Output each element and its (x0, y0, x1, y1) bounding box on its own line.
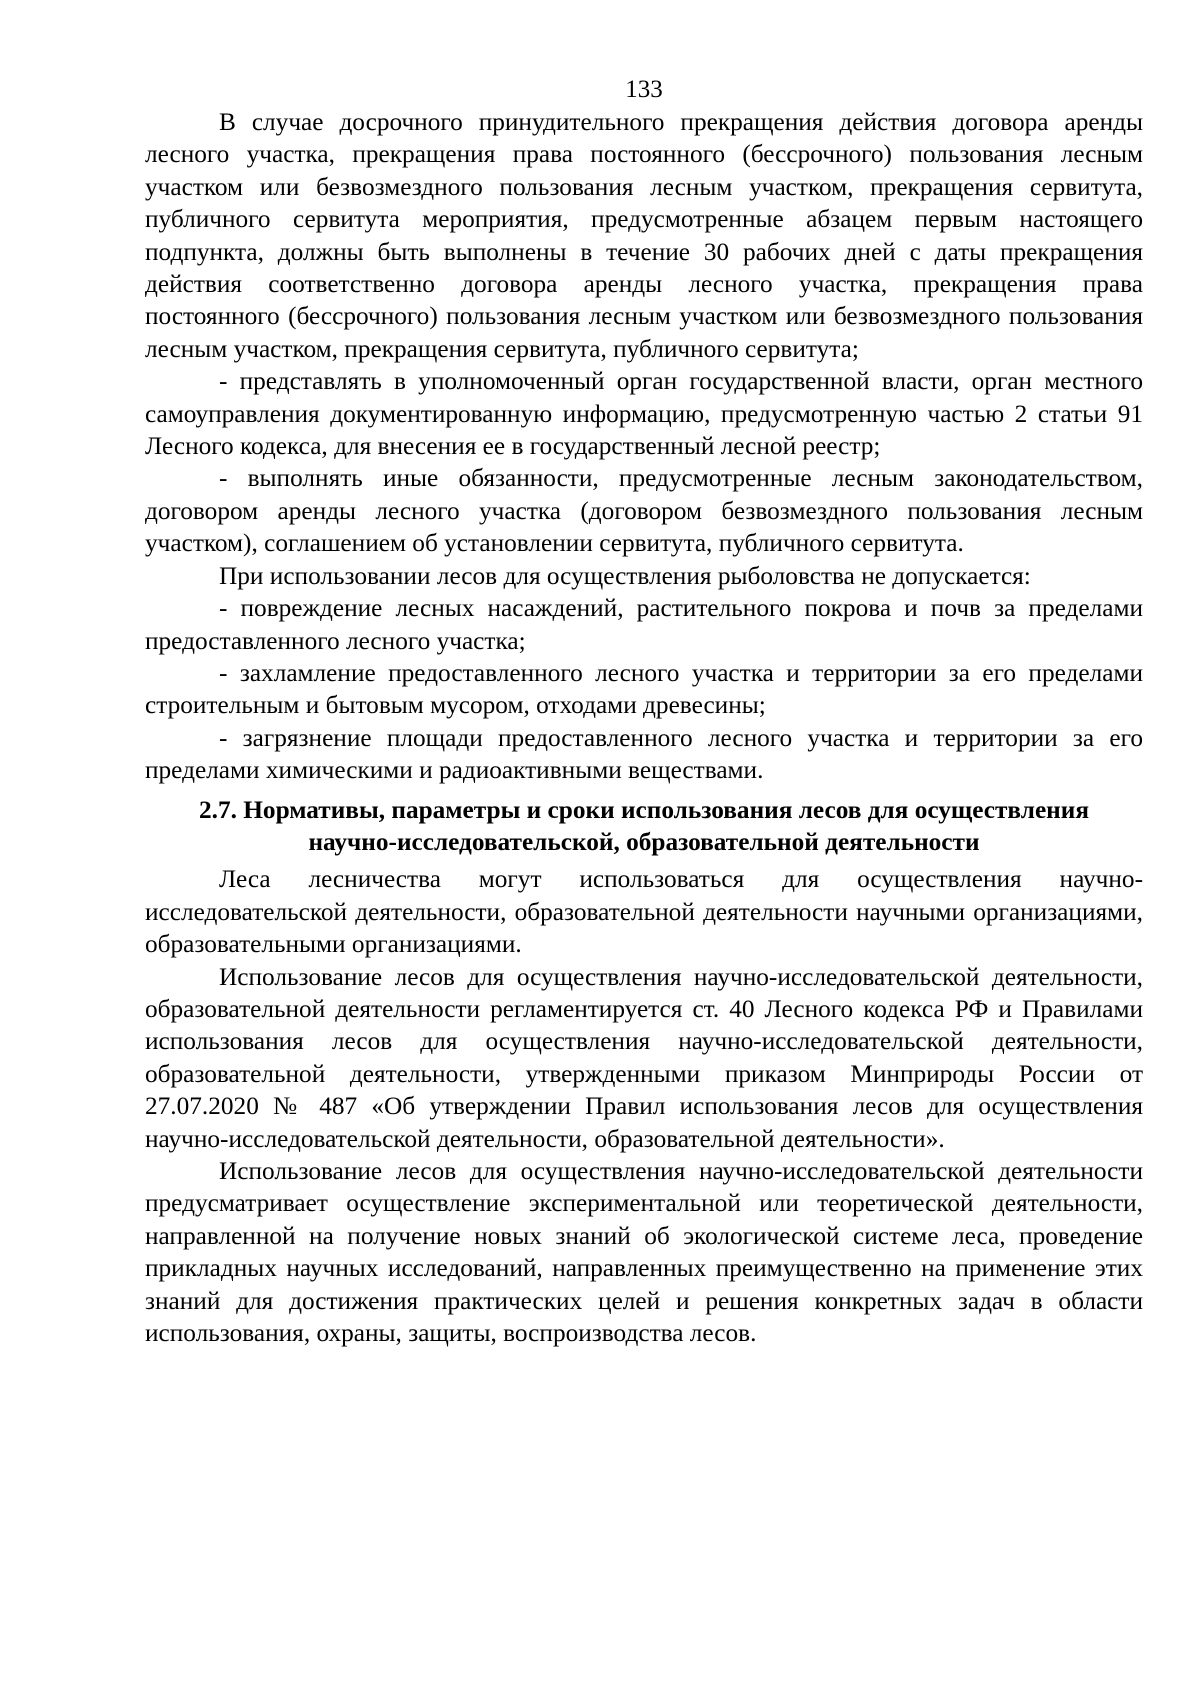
paragraph-other-duties: - выполнять иные обязанности, предусмотренные лесным законодательством, договором аренды лесного участка (договором безвозмездного пользования лесным участком), соглашением об установлении сервитута, публичного сервитута. (145, 464, 1143, 558)
section-heading (145, 794, 1143, 859)
paragraph-regulation: Использование лесов для осуществления научно-исследовательской деятельности, образовательной деятельности регламентируется ст. 40 Лесного кодекса РФ и Правилами использования лесов для осуществления научно-исследовательской деятельности, образовательной деятельности, утвержденными приказом Минприроды России от 27.07.2020 № 487 «Об утверждении Правил использования лесов для осуществления научно-исследовательской деятельности, образовательной деятельности». (145, 962, 1143, 1153)
paragraph-early-termination: В случае досрочного принудительного прекращения действия договора аренды лесного участка, прекращения права постоянного (бессрочного) пользования лесным участком или безвозмездного пользования лесным участком, прекращения сервитута, публичного сервитута мероприятия, предусмотренные абзацем первым настоящего подпункта, должны быть выполнены в течение 30 рабочих дней с даты прекращения действия соответственно договора аренды лесного участка, прекращения права постоянного (бессрочного) пользования лесным участком или безвозмездного пользования лесным участком, прекращения сервитута, публичного сервитута; (145, 108, 1143, 363)
paragraph-report-registry: - представлять в уполномоченный орган государственной власти, орган местного самоуправления документированную информацию, предусмотренную частью 2 статьи 91 Лесного кодекса, для внесения ее в государственный лесной реестр; (145, 367, 1143, 461)
page-number: 133 (625, 76, 663, 103)
section-heading-line1: 2.7. Нормативы, параметры и сроки использования лесов для осуществления (198, 795, 1090, 824)
document-page (145, 74, 1143, 1349)
section-heading-line2: научно-исследовательской, образовательной деятельности (308, 827, 980, 856)
list-item-damage: - повреждение лесных насаждений, растительного покрова и почв за пределами предоставленного лесного участка; (145, 594, 1143, 655)
paragraph-research-use: Леса лесничества могут использоваться для осуществления научно-исследовательской деятельности, образовательной деятельности научными организациями, образовательными организациями. (145, 865, 1143, 959)
list-item-littering: - захламление предоставленного лесного участка и территории за его пределами строительным и бытовым мусором, отходами древесины; (145, 658, 1143, 720)
list-item-pollution: - загрязнение площади предоставленного лесного участка и территории за его пределами химическими и радиоактивными веществами. (145, 723, 1143, 785)
paragraph-fishing-prohibitions: При использовании лесов для осуществления рыболовства не допускается: (219, 561, 1031, 590)
paragraph-research-scope: Использование лесов для осуществления научно-исследовательской деятельности предусматривает осуществление экспериментальной или теоретической деятельности, направленной на получение новых знаний об экологической системе леса, проведение прикладных научных исследований, направленных преимущественно на применение этих знаний для достижения практических целей и решения конкретных задач в области использования, охраны, защиты, воспроизводства лесов. (145, 1157, 1143, 1348)
